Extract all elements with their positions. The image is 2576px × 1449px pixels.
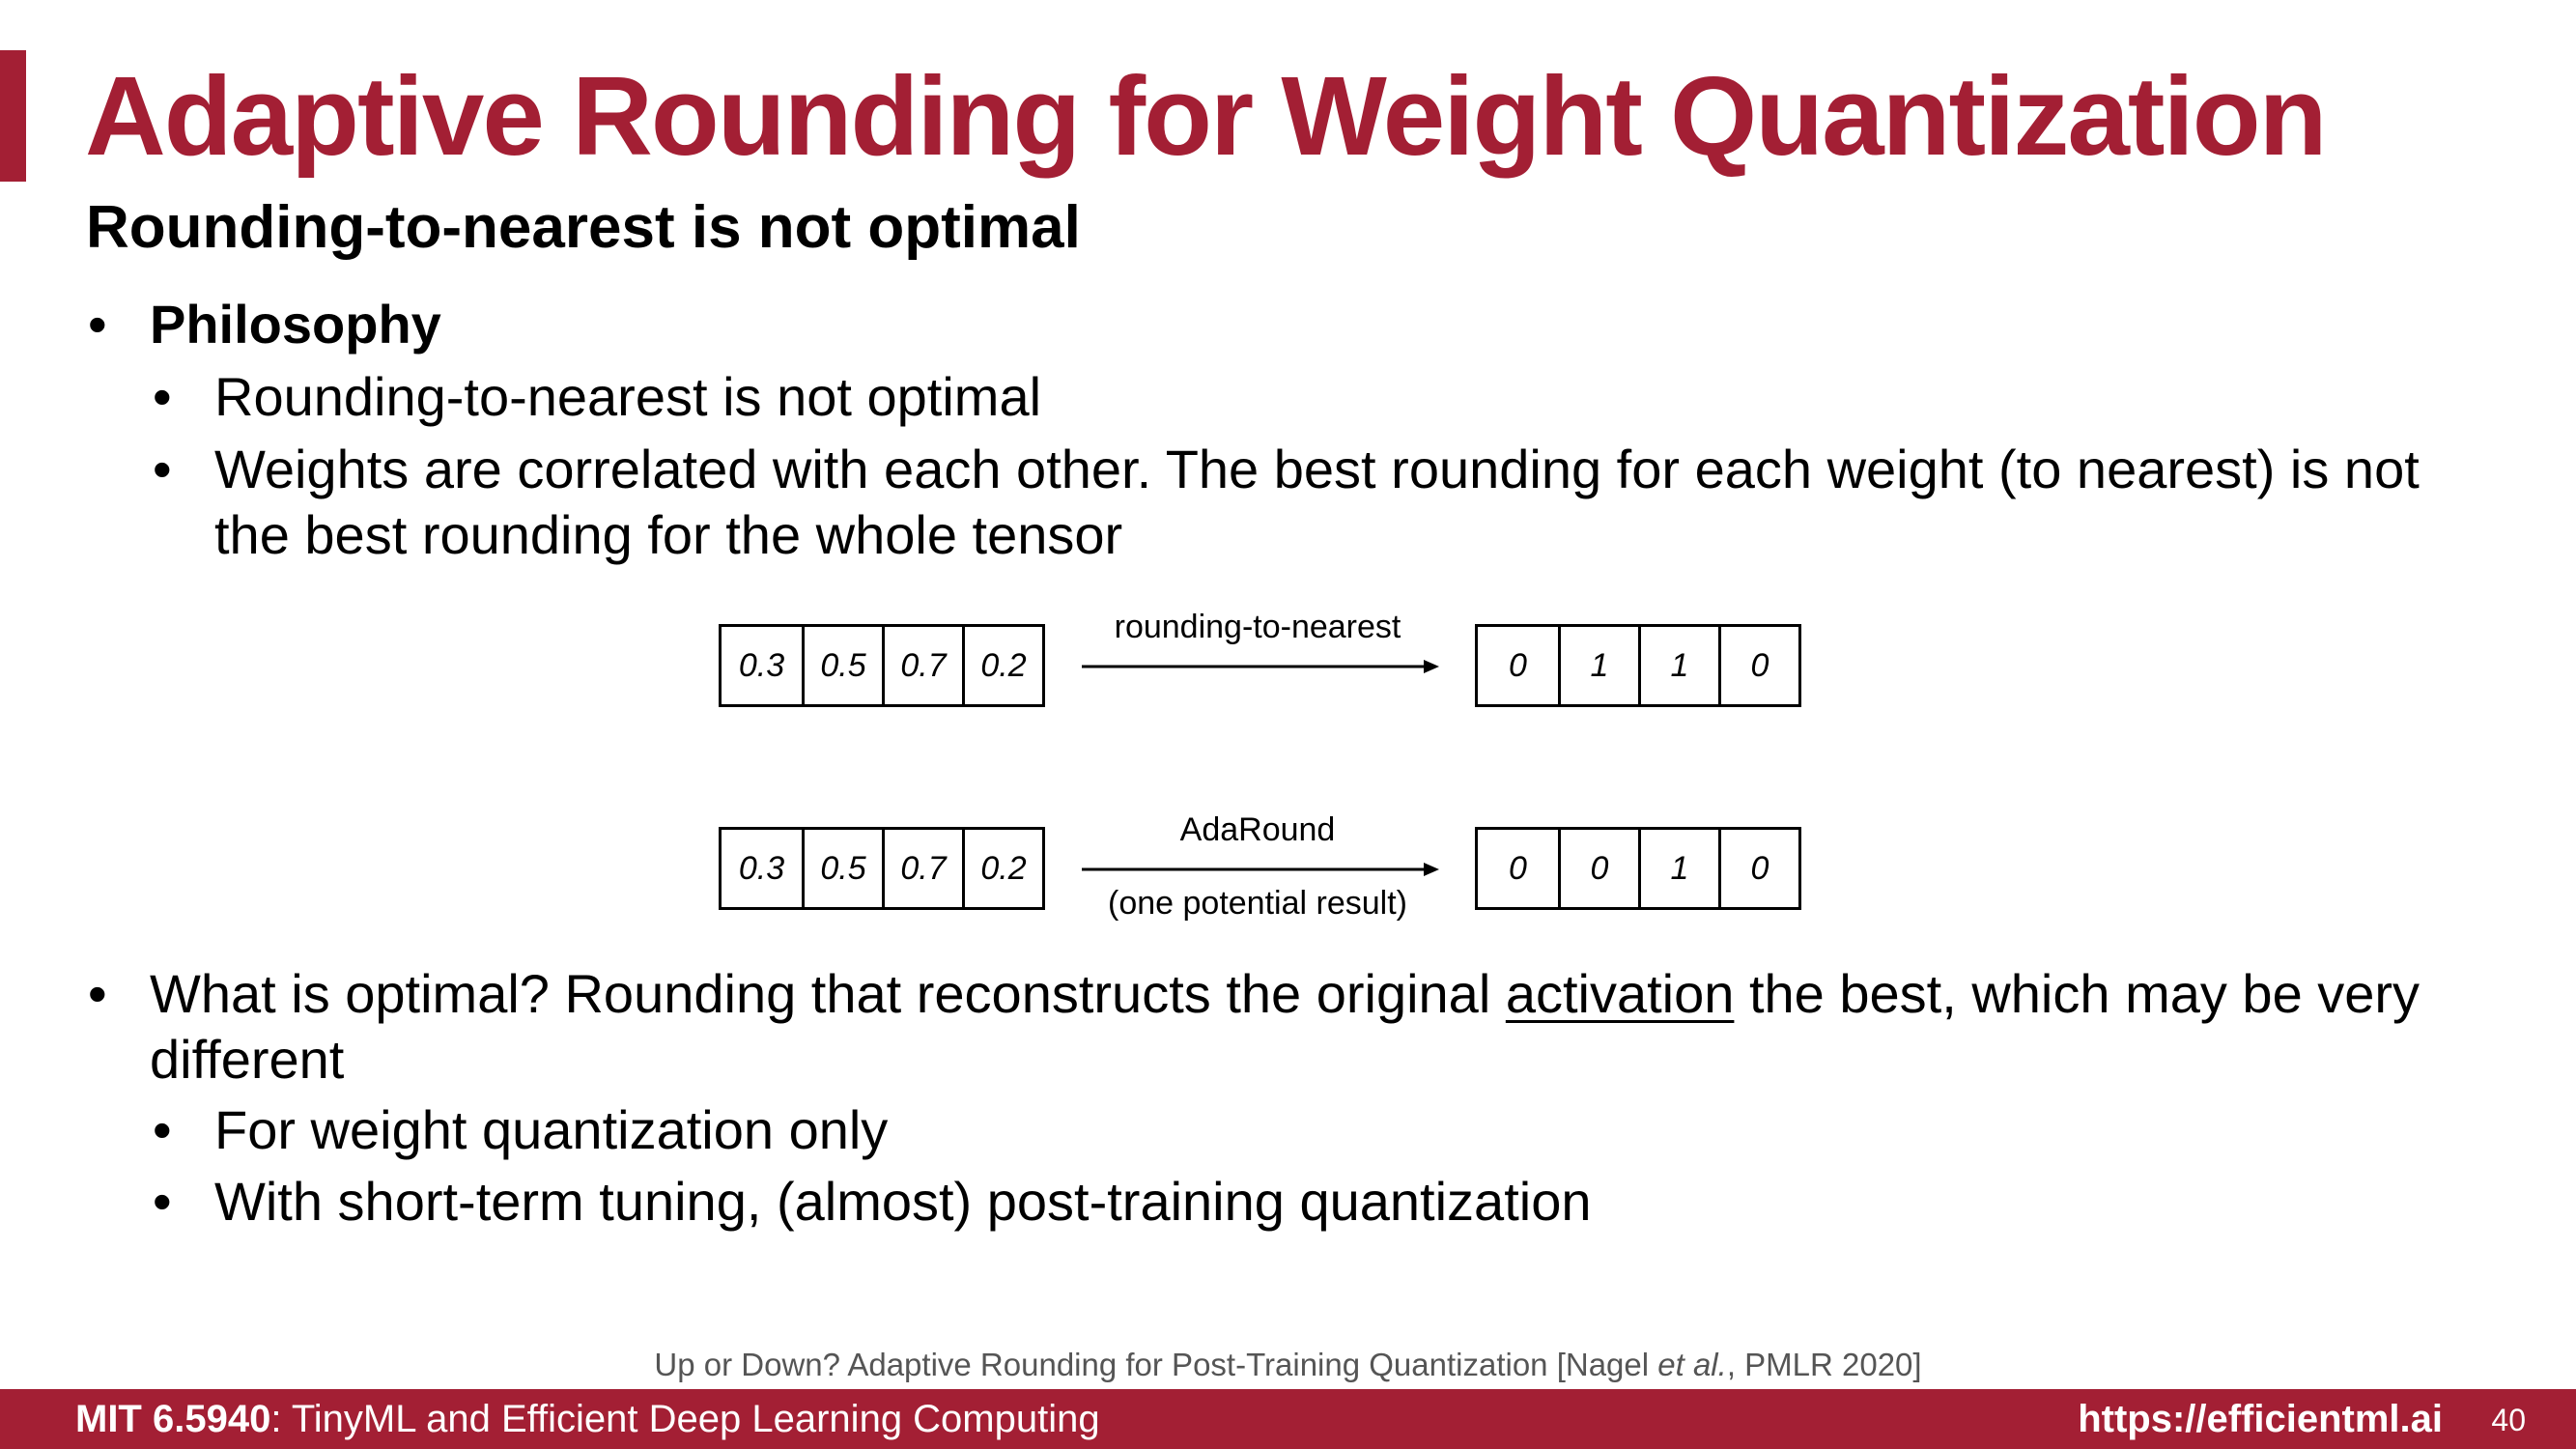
footer-url-link[interactable]: https://efficientml.ai	[2078, 1398, 2443, 1440]
arrow-label-rounding-to-nearest: rounding-to-nearest	[1114, 609, 1401, 645]
bullet-philosophy-sub1-text: Rounding-to-nearest is not optimal	[214, 366, 1042, 427]
page-number: 40	[2491, 1403, 2526, 1437]
bullet-dot: •	[153, 1099, 172, 1160]
bullet-philosophy-sub2-line1: Weights are correlated with each other. The best rounding for each weight (to nearest) is not	[214, 439, 2420, 499]
quantized-cell: 0	[1718, 830, 1798, 907]
weight-cell: 0.2	[962, 627, 1042, 704]
citation-text-after: , PMLR 2020]	[1726, 1347, 1922, 1382]
bullet-philosophy-text: Philosophy	[150, 294, 441, 355]
bullet-dot: •	[153, 439, 172, 499]
bullet-optimal-text-part2: the best, which may be very	[1734, 963, 2420, 1024]
bullet-optimal-text-part1: What is optimal? Rounding that reconstructs the original	[150, 963, 1506, 1024]
input-weights-row1	[719, 624, 1045, 707]
quantized-cell: 1	[1558, 627, 1638, 704]
bullet-philosophy	[88, 292, 441, 357]
footer-course	[75, 1397, 1100, 1441]
weight-cell: 0.3	[738, 849, 785, 887]
citation-italic: et al.	[1657, 1347, 1727, 1382]
bullet-philosophy-sub1	[153, 364, 1042, 430]
footer-course-code: MIT 6.5940	[75, 1398, 271, 1440]
bullet-dot: •	[88, 963, 107, 1024]
arrow-label-adaround: AdaRound	[1179, 811, 1336, 848]
bullet-philosophy-sub2	[153, 437, 2420, 568]
weight-cell: 0.5	[802, 830, 882, 907]
weight-cell: 0.7	[882, 830, 962, 907]
quantized-cell: 0	[1509, 646, 1527, 684]
citation	[0, 1347, 2576, 1383]
bullet-optimal-line2: different	[150, 1029, 345, 1090]
arrow-row1	[1080, 655, 1443, 678]
input-weights-row2	[719, 827, 1045, 910]
quantized-cell: 1	[1638, 830, 1718, 907]
bullet-dot: •	[88, 294, 107, 355]
footer-bar	[0, 1389, 2576, 1449]
slide-title: Adaptive Rounding for Weight Quantization	[85, 53, 2326, 179]
title-accent-bar	[0, 50, 26, 182]
citation-text-before: Up or Down? Adaptive Rounding for Post-Training Quantization [Nagel	[654, 1347, 1658, 1382]
quantized-cell: 0	[1509, 849, 1527, 887]
footer-course-name: : TinyML and Efficient Deep Learning Computing	[270, 1398, 1100, 1440]
quantized-cell: 0	[1718, 627, 1798, 704]
quantized-cell: 0	[1558, 830, 1638, 907]
bullet-optimal-sub2	[153, 1169, 1592, 1235]
bullet-dot: •	[153, 1171, 172, 1232]
weight-cell: 0.5	[802, 627, 882, 704]
weight-cell: 0.2	[962, 830, 1042, 907]
bullet-optimal	[88, 961, 2420, 1093]
weight-cell: 0.3	[738, 646, 785, 684]
weight-cell: 0.7	[882, 627, 962, 704]
arrow-row2	[1080, 858, 1443, 881]
bullet-optimal-sub1-text: For weight quantization only	[214, 1099, 889, 1160]
bullet-dot: •	[153, 366, 172, 427]
output-weights-row2	[1475, 827, 1801, 910]
bullet-optimal-sub1	[153, 1097, 889, 1163]
quantized-cell: 1	[1638, 627, 1718, 704]
bullet-philosophy-sub2-line2: the best rounding for the whole tensor	[214, 504, 1123, 565]
arrow-sublabel-potential-result: (one potential result)	[1108, 885, 1407, 922]
bullet-optimal-sub2-text: With short-term tuning, (almost) post-training quantization	[214, 1171, 1592, 1232]
slide-subtitle: Rounding-to-nearest is not optimal	[86, 194, 1081, 261]
bullet-optimal-underlined-word: activation	[1505, 963, 1735, 1024]
output-weights-row1	[1475, 624, 1801, 707]
